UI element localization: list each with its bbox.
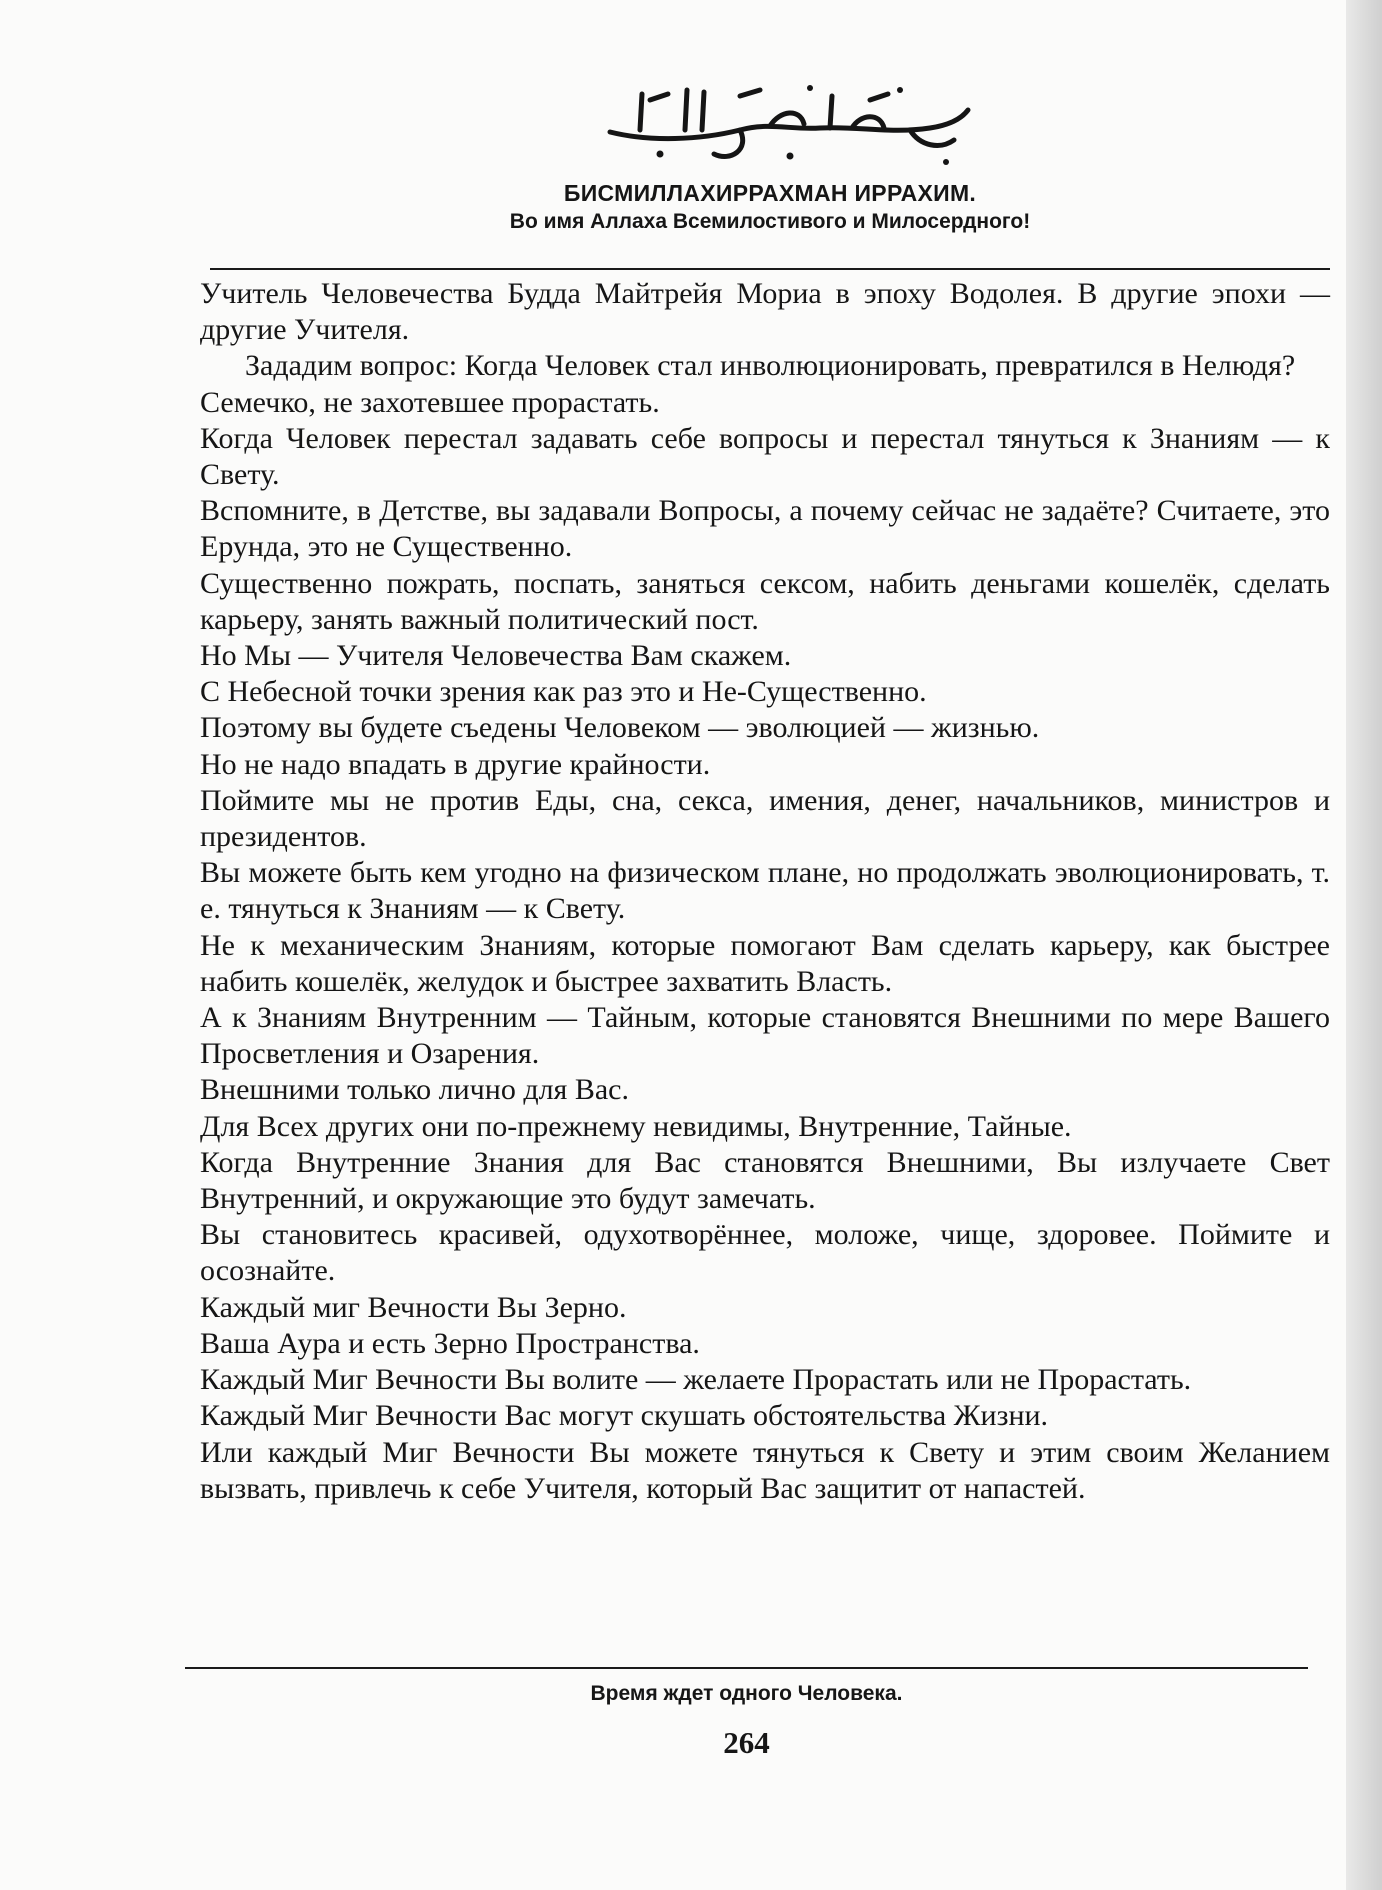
- paragraph: Вы можете быть кем угодно на физическом плане, но продолжать эволюционировать, т. е. тянуться к Знаниям — к Свету.: [200, 856, 1330, 926]
- paragraph: Когда Человек перестал задавать себе вопросы и перестал тянуться к Знаниям — к Свету.: [200, 421, 1330, 492]
- paragraph: Или каждый Миг Вечности Вы можете тянуться к Свету и этим своим Желанием вызвать, привлечь к себе Учителя, который Вас защитит от напастей.: [200, 1435, 1330, 1505]
- paragraph: Но Мы — Учителя Человечества Вам скажем.: [200, 639, 792, 673]
- paragraph: Вы становитесь красивей, одухотворённее, моложе, чище, здоровее. Поймите и осознайте.: [200, 1218, 1330, 1288]
- page-number: 264: [723, 1725, 770, 1760]
- paragraph: Каждый Миг Вечности Вы волите — желаете Прорастать или не Прорастать.: [200, 1363, 1192, 1397]
- paragraph: Вспомните, в Детстве, вы задавали Вопросы, а почему сейчас не задаёте? Считаете, это Ерунда, это не Существенно.: [200, 494, 1330, 564]
- page-footer-caption: Время ждет одного Человека.: [590, 1682, 903, 1705]
- paragraph: Учитель Человечества Будда Майтрейя Мориа в эпоху Водолея. В другие эпохи — другие Учителя.: [200, 277, 1330, 347]
- page-header-title: БИСМИЛЛАХИРРАХМАН ИРРАХИМ.: [563, 180, 977, 206]
- paragraph: Существенно пожрать, поспать, заняться сексом, набить деньгами кошелёк, сделать карьеру, занять важный политический пост.: [200, 566, 1330, 636]
- header-divider: [210, 268, 1330, 270]
- paragraph: Зададим вопрос: Когда Человек стал инволюционировать, превратился в Нелюдя?: [245, 349, 1296, 383]
- page-header-subtitle: Во имя Аллаха Всемилостивого и Милосердного!: [509, 210, 1031, 233]
- footer-divider: [185, 1667, 1308, 1669]
- paragraph: Не к механическим Знаниям, которые помогают Вам сделать карьеру, как быстрее набить кошелёк, желудок и быстрее захватить Власть.: [200, 928, 1330, 998]
- paragraph: Каждый Миг Вечности Вас могут скушать обстоятельства Жизни.: [200, 1399, 1049, 1433]
- paragraph: Поймите мы не против Еды, сна, секса, имения, денег, начальников, министров и президентов.: [200, 783, 1330, 854]
- paragraph: Внешними только лично для Вас.: [200, 1073, 629, 1107]
- paragraph: С Небесной точки зрения как раз это и Не-Существенно.: [200, 675, 927, 709]
- arabic-basmala-calligraphy-icon: [590, 70, 990, 175]
- paragraph: А к Знаниям Внутренним — Тайным, которые становятся Внешними по мере Вашего Просветления и Озарения.: [200, 1001, 1330, 1071]
- paragraph: Когда Внутренние Знания для Вас становятся Внешними, Вы излучаете Свет Внутренний, и окружающие это будут замечать.: [200, 1145, 1330, 1216]
- paragraph: Поэтому вы будете съедены Человеком — эволюцией — жизнью.: [200, 711, 1040, 745]
- paragraph: Для Всех других они по-прежнему невидимы, Внутренние, Тайные.: [200, 1109, 1072, 1143]
- paragraph: Каждый миг Вечности Вы Зерно.: [200, 1290, 627, 1324]
- page-edge-shadow: [1346, 0, 1382, 1890]
- paragraph: Семечко, не захотевшее прорастать.: [200, 385, 660, 419]
- paragraph: Ваша Аура и есть Зерно Пространства.: [200, 1326, 700, 1360]
- body-text: [200, 276, 1330, 1507]
- paragraph: Но не надо впадать в другие крайности.: [200, 747, 711, 781]
